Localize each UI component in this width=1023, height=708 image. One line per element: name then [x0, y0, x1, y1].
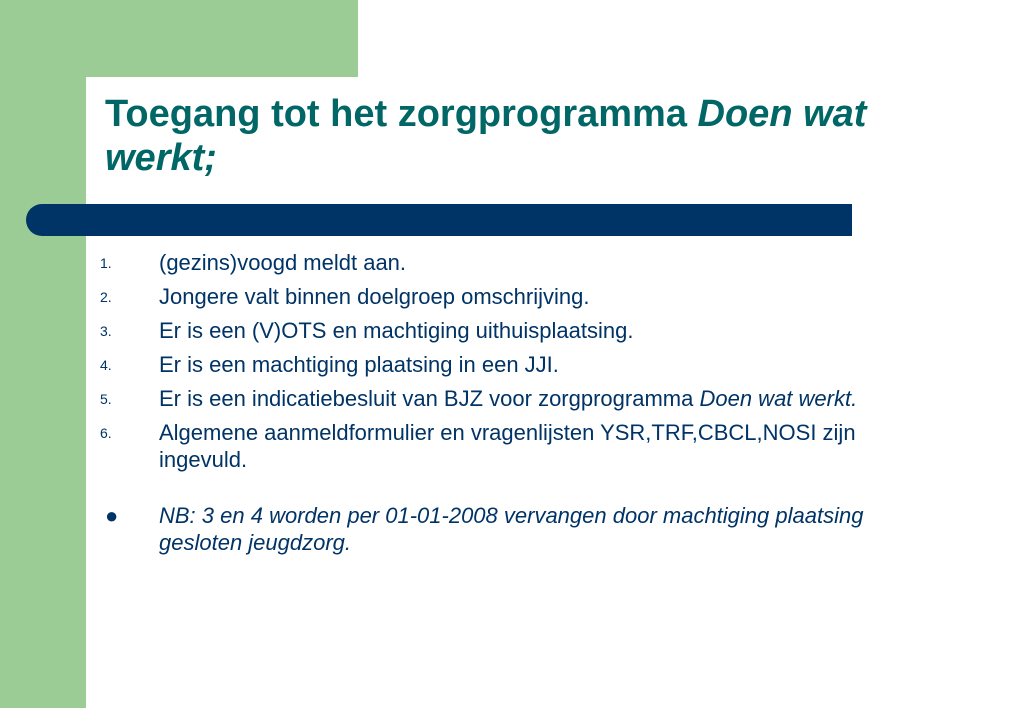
list-item	[100, 317, 980, 344]
list-text-plain: Er is een (V)OTS en machtiging uithuisplaatsing.	[159, 318, 634, 343]
list-number: 5.	[100, 391, 112, 407]
green-side-panel	[0, 0, 86, 708]
green-top-panel	[86, 0, 358, 77]
list-text	[100, 283, 949, 310]
list-text	[100, 317, 949, 344]
list-item	[100, 419, 980, 473]
list-text-plain: Er is een indicatiebesluit van BJZ voor zorgprogramma	[159, 386, 700, 411]
list-number: 6.	[100, 425, 112, 441]
list-text-plain: Jongere valt binnen doelgroep omschrijving.	[159, 284, 590, 309]
list-item	[100, 351, 980, 378]
title-italic: Doen wat werkt;	[105, 93, 867, 179]
list-number: 4.	[100, 357, 112, 373]
note-item	[100, 502, 980, 556]
title-divider-bar	[26, 204, 852, 236]
note-text: NB: 3 en 4 worden per 01-01-2008 vervangen door machtiging plaatsing gesloten jeugdzorg.	[159, 503, 864, 555]
list-text-italic: Doen wat werkt.	[699, 386, 858, 411]
requirements-list	[100, 249, 980, 556]
list-text-plain: Er is een machtiging plaatsing in een JJI.	[159, 352, 559, 377]
slide-title	[105, 92, 985, 180]
list-item	[100, 283, 980, 310]
list-text-plain: (gezins)voogd meldt aan.	[159, 250, 407, 275]
list-text-plain: Algemene aanmeldformulier en vragenlijsten YSR,TRF,CBCL,NOSI zijn ingevuld.	[159, 420, 856, 472]
list-text	[100, 351, 949, 378]
list-text	[100, 385, 949, 412]
list-item	[100, 249, 980, 276]
title-plain: Toegang tot het zorgprogramma	[105, 93, 698, 135]
bullet-dot-icon: ●	[105, 503, 119, 528]
list-number: 1.	[100, 255, 112, 271]
list-item	[100, 385, 980, 412]
list-text	[100, 419, 949, 473]
list-text	[100, 249, 949, 276]
list-number: 3.	[100, 323, 112, 339]
list-number: 2.	[100, 289, 112, 305]
